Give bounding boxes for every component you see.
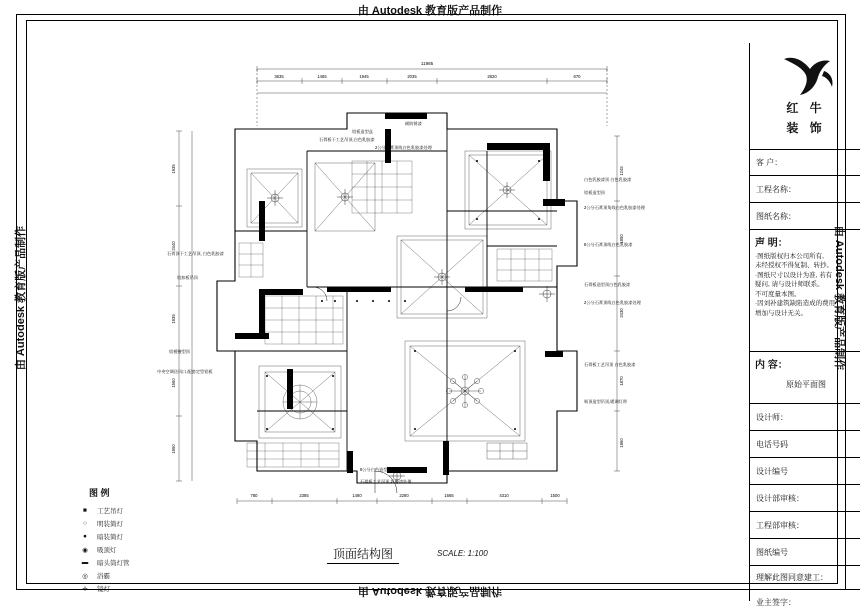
plan-title-scale: SCALE: 1:100: [437, 549, 488, 558]
svg-text:1665: 1665: [444, 493, 454, 498]
annotation-right-4: 8公分石膏顶线白色乳胶漆: [584, 242, 633, 247]
field-drawing-name-label: 图纸名称：: [756, 211, 796, 221]
svg-text:2280: 2280: [399, 493, 409, 498]
craft-pendant-icon: ■: [83, 507, 87, 514]
svg-text:2440: 2440: [171, 241, 176, 251]
content-title: 内 容：: [755, 360, 788, 371]
svg-text:1500: 1500: [550, 493, 560, 498]
content-value: 原始平面图: [786, 380, 826, 389]
annotation-right-5: 石膏板造型顶白色乳胶漆: [584, 282, 631, 287]
annotation-top-4: 刷防锈漆: [405, 121, 422, 126]
svg-text:1560: 1560: [171, 378, 176, 388]
legend-item-label: 明装简灯: [97, 521, 123, 528]
field-design-review-label: 设计部审核：: [756, 493, 804, 503]
svg-text:1870: 1870: [619, 376, 624, 386]
field-owner-signature[interactable]: [750, 590, 860, 614]
statement-block: [750, 230, 860, 352]
statement-line: ·图纸版权归本公司所有,: [755, 253, 824, 260]
title-block: [749, 43, 860, 607]
svg-text:3635: 3635: [274, 74, 284, 79]
annotation-right-8: 吸顶造型吊顶,暖调灯带: [584, 399, 628, 404]
ceiling-lamp-icon: ◉: [82, 546, 88, 554]
legend-item: [73, 569, 203, 582]
field-agreement-label: 理解此图同意建工：: [756, 573, 828, 582]
field-drawing-name[interactable]: [750, 203, 860, 230]
floor-plan-drawing: [147, 51, 747, 531]
tube-light-icon: ▬: [81, 559, 89, 566]
annotation-bottom-1: 8公分白色造型顶角线收边: [360, 467, 409, 472]
svg-text:1480: 1480: [352, 493, 362, 498]
svg-text:1245: 1245: [619, 166, 624, 176]
plan-title: [327, 545, 517, 564]
mirror-light-icon: ✛: [82, 585, 88, 593]
field-drawing-number[interactable]: [750, 539, 860, 566]
statement-line: 不可度量本图。: [755, 290, 801, 298]
legend-item-label: 镜灯: [97, 586, 110, 593]
recessed-downlight-icon: ●: [83, 533, 87, 540]
legend-item-label: 吸顶灯: [97, 547, 117, 554]
field-designer-label: 设计师：: [756, 412, 788, 422]
svg-text:4310: 4310: [499, 493, 509, 498]
svg-text:1465: 1465: [317, 74, 327, 79]
field-customer-label: 客 户：: [756, 157, 783, 167]
statement-line: 未经授权不得复制、转抄。: [755, 262, 833, 270]
legend: [73, 486, 203, 595]
field-customer[interactable]: [750, 149, 860, 176]
svg-text:2385: 2385: [299, 493, 309, 498]
logo-text-line2: 装 饰: [786, 121, 826, 135]
legend-item: [73, 504, 203, 517]
svg-text:1850: 1850: [619, 234, 624, 244]
watermark-bottom: 由 Autodesk 教育版产品制作: [357, 585, 503, 597]
svg-text:1945: 1945: [359, 74, 369, 79]
field-design-number[interactable]: [750, 458, 860, 485]
field-designer[interactable]: [750, 404, 860, 431]
svg-text:670: 670: [573, 74, 581, 79]
svg-text:11985: 11985: [420, 61, 434, 66]
watermark-left: 由 Autodesk 教育版产品制作: [15, 225, 27, 371]
svg-text:2430: 2430: [619, 308, 624, 318]
legend-title: 图 例: [89, 488, 110, 498]
svg-text:2820: 2820: [487, 74, 497, 79]
watermark-right: 由 Autodesk 教育版产品制作: [833, 225, 845, 371]
field-engineering-review-label: 工程部审核：: [756, 520, 804, 530]
annotation-bottom-2: 石膏板工艺吊顶,乳胶漆处理: [360, 479, 412, 484]
legend-item-label: 暗头筒灯管: [97, 560, 130, 567]
watermark-top: 由 Autodesk 教育版产品制作: [357, 5, 503, 17]
legend-item-label: 工艺吊灯: [97, 508, 123, 515]
field-engineering-review[interactable]: [750, 512, 860, 539]
field-owner-signature-label: 业主签字：: [756, 597, 796, 607]
legend-item-label: 暗装简灯: [97, 534, 123, 541]
legend-item: [73, 556, 203, 569]
bath-heater-icon: ◎: [82, 572, 88, 580]
svg-text:1935: 1935: [171, 314, 176, 324]
annotation-right-6: 2公分石膏顶线白色乳胶漆处理: [584, 300, 641, 305]
logo-text-line1: 红 牛: [786, 101, 826, 115]
field-design-number-label: 设计编号: [756, 466, 788, 476]
svg-text:2035: 2035: [407, 74, 417, 79]
annotation-top-2: 石膏板干工艺吊顶,白色乳胶漆: [319, 137, 375, 142]
annotation-left-1: 石膏顶干工艺吊顶, 白色乳胶漆: [167, 251, 224, 256]
annotation-left-2: 铝扣板吊顶: [177, 275, 198, 280]
field-project-name-label: 工程名称：: [756, 184, 796, 194]
legend-item: [73, 530, 203, 543]
annotation-left-3: 铝板造型顶: [169, 349, 190, 354]
content-block: [750, 352, 860, 404]
field-agreement[interactable]: [750, 566, 860, 590]
svg-text:780: 780: [250, 493, 258, 498]
field-design-review[interactable]: [750, 485, 860, 512]
field-drawing-number-label: 图纸编号: [756, 547, 788, 557]
statement-line: 增加与设计无关。: [755, 309, 807, 317]
annotation-right-3: 2公分石膏顶角线白色乳胶漆处理: [584, 205, 645, 210]
annotation-right-7: 石膏板工艺吊顶 白色乳胶漆: [584, 362, 636, 367]
annotation-top-3: 2公分石膏顶线白色乳胶漆处理: [375, 145, 432, 150]
annotation-top-1: 铝板造型盒: [352, 129, 373, 134]
bull-logo-icon: [780, 53, 836, 99]
statement-title: 声 明：: [755, 238, 788, 249]
field-phone-label: 电话号码: [756, 439, 788, 449]
plan-title-name: 顶面结构图: [327, 545, 399, 564]
statement-line: ·图纸尺寸以设计为准, 若有: [755, 271, 833, 279]
field-project-name[interactable]: [750, 176, 860, 203]
svg-text:1950: 1950: [171, 444, 176, 454]
statement-line: ·因刘补建筑缺陷造成的费用: [755, 300, 836, 308]
annotation-left-4: 中央空调送风口,配套定型铝板: [157, 369, 213, 374]
legend-item-label: 浴霸: [97, 573, 110, 580]
svg-text:1960: 1960: [619, 438, 624, 448]
legend-item: [73, 517, 203, 530]
surface-downlight-icon: ○: [83, 520, 87, 527]
legend-item: [73, 543, 203, 556]
annotation-right-2: 铝板造型顶: [584, 190, 605, 195]
logo-area: [750, 43, 860, 150]
field-phone[interactable]: [750, 431, 860, 458]
legend-item: [73, 582, 203, 595]
plan-svg: [147, 51, 747, 531]
svg-text:1935: 1935: [171, 164, 176, 174]
annotation-right-1: 白色乳胶漆顶 白色乳胶漆: [584, 177, 632, 182]
statement-line: 疑问, 请与设计师联系。: [755, 281, 824, 289]
